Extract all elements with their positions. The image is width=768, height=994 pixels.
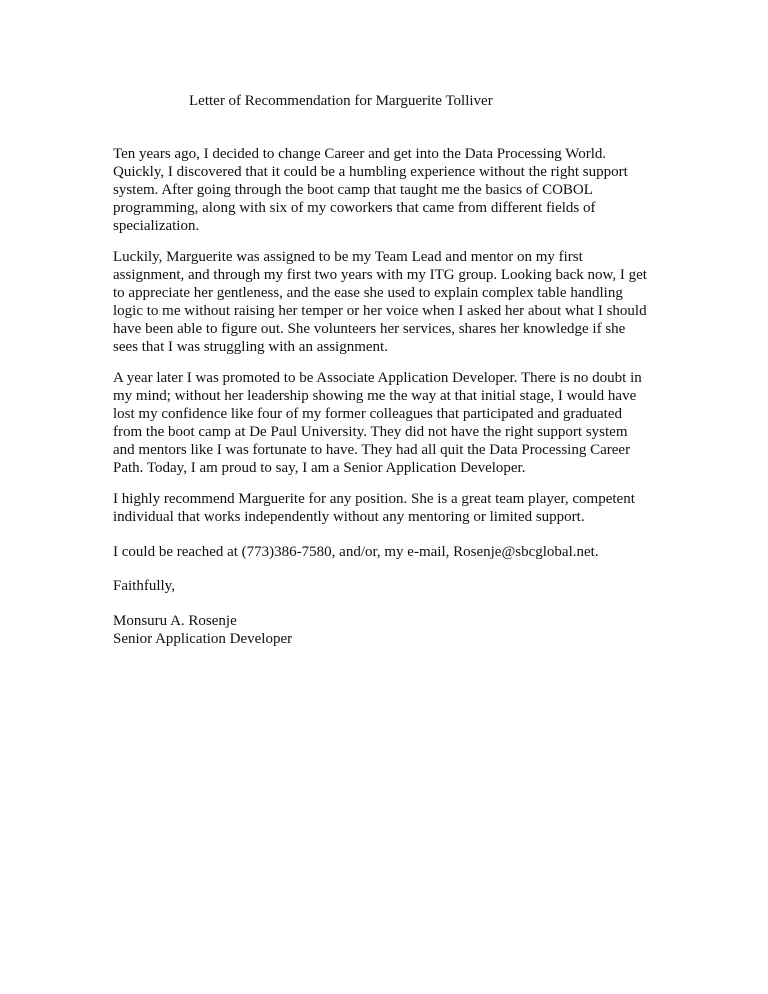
paragraph-contact: [113, 543, 599, 561]
paragraph-line: Ten years ago, I decided to change Career and get into the Data Processing World.: [113, 146, 607, 162]
paragraph-line: system. After going through the boot camp that taught me the basics of COBOL: [113, 182, 593, 198]
paragraph-line: lost my confidence like four of my former colleagues that participated and graduated: [113, 406, 622, 422]
paragraph-line: specialization.: [113, 218, 200, 234]
paragraph-line: individual that works independently without any mentoring or limited support.: [113, 509, 585, 525]
paragraph-line: have been able to figure out. She volunteers her services, shares her knowledge if she: [113, 321, 626, 337]
paragraph-line: sees that I was struggling with an assignment.: [113, 339, 388, 355]
paragraph-mentor: [113, 248, 647, 356]
paragraph-line: from the boot camp at De Paul University. They did not have the right support system: [113, 424, 628, 440]
paragraph-line: A year later I was promoted to be Associate Application Developer. There is no doubt in: [113, 370, 642, 386]
paragraph-line: Quickly, I discovered that it could be a humbling experience without the right support: [113, 164, 628, 180]
paragraph-line: Luckily, Marguerite was assigned to be my Team Lead and mentor on my first: [113, 249, 583, 265]
paragraph-line: assignment, and through my first two years with my ITG group. Looking back now, I get: [113, 267, 647, 283]
paragraph-line: to appreciate her gentleness, and the ease she used to explain complex table handling: [113, 285, 623, 301]
paragraph-recommendation: [113, 490, 635, 526]
paragraph-line: Path. Today, I am proud to say, I am a Senior Application Developer.: [113, 460, 526, 476]
paragraph-promotion: [113, 369, 642, 477]
paragraph-line: and mentors like I was fortunate to have. They had all quit the Data Processing Career: [113, 442, 631, 458]
signature-title: Senior Application Developer: [113, 631, 293, 647]
paragraph-line: my mind; without her leadership showing me the way at that initial stage, I would have: [113, 388, 637, 404]
closing: Faithfully,: [113, 578, 175, 594]
paragraph-line: programming, along with six of my coworkers that came from different fields of: [113, 200, 596, 216]
paragraph-line: logic to me without raising her temper or her voice when I asked her about what I should: [113, 303, 647, 319]
paragraph-career-change: [113, 145, 628, 235]
signature-name: Monsuru A. Rosenje: [113, 613, 237, 629]
paragraph-line: I could be reached at (773)386-7580, and/or, my e-mail, Rosenje@sbcglobal.net.: [113, 544, 599, 560]
signature-block: [113, 612, 292, 648]
letter-title: Letter of Recommendation for Marguerite Tolliver: [189, 93, 493, 109]
paragraph-line: I highly recommend Marguerite for any position. She is a great team player, competent: [113, 491, 635, 507]
